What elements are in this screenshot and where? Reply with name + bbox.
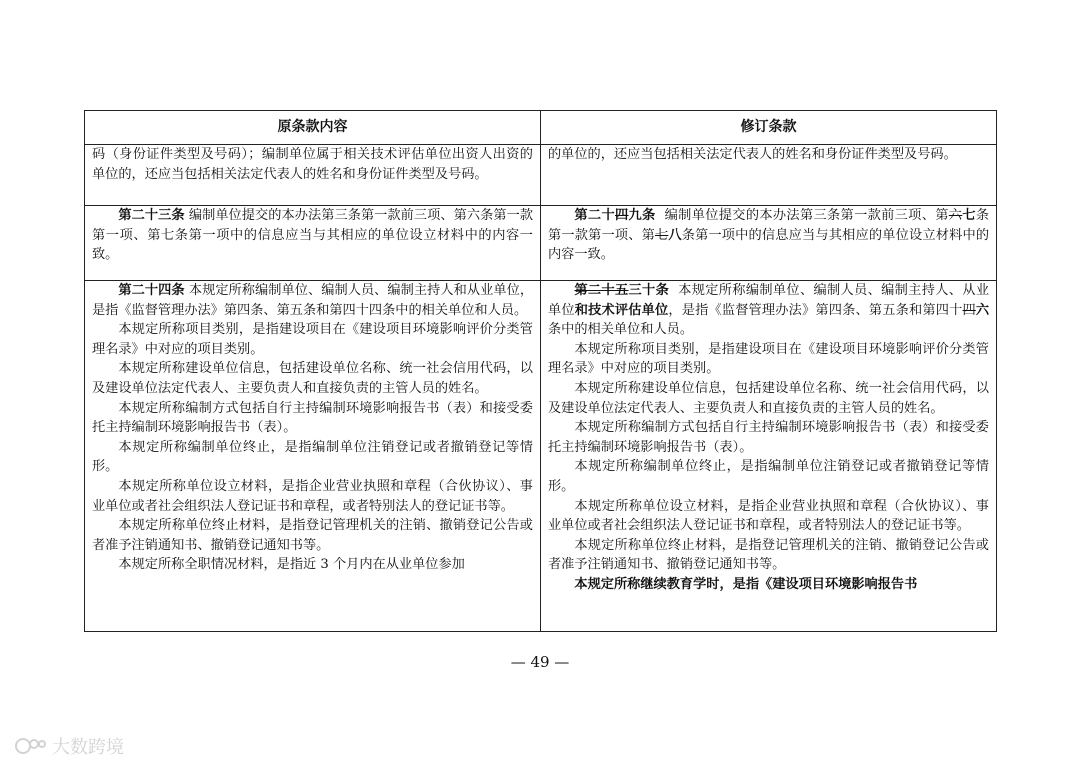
- row3-right-cell: [541, 281, 997, 632]
- article-30-title: [574, 283, 669, 298]
- watermark: [14, 733, 124, 759]
- row1-right-cell: [541, 145, 997, 206]
- article-30-p4: 本规定所称编制方式包括自行主持编制环境影响报告书（表）和接受委托主持编制环境影响报告书（表）。: [548, 420, 989, 455]
- inserted-text: 七: [962, 208, 976, 223]
- article-23-text: 编制单位提交的本办法第三条第一款前三项、第六条第一款第一项、第七条第一项中的信息应当与其相应的单位设立材料中的内容一致。: [92, 208, 534, 263]
- article-30-p7: 本规定所称单位终止材料，是指登记管理机关的注销、撤销登记公告或者准予注销通知书、撤销登记通知书等。: [548, 537, 989, 573]
- col-header-revised: 修订条款: [541, 111, 997, 145]
- article-29-paragraph: [548, 206, 989, 265]
- deleted-text: 六: [948, 208, 963, 223]
- article-30-p6: 本规定所称单位设立材料，是指企业营业执照和章程（合伙协议）、事业单位或者社会组织法人登记证书和章程，或者特别法人的登记证书等。: [548, 498, 989, 534]
- title-prefix: 第二十: [574, 208, 615, 223]
- article-29-text-a: 编制单位提交的本办法第三条第一款前三项、第: [664, 208, 949, 223]
- article-23-paragraph: [92, 206, 533, 265]
- article-23-title: 第二十三条: [118, 208, 185, 223]
- row1-left-text: 码（身份证件类型及号码）；编制单位属于相关技术评估单位出资人出资的单位的，还应当包括相关法定代表人的姓名和身份证件类型及号码。: [92, 147, 533, 182]
- inserted-text: 和技术评估单位: [574, 302, 669, 318]
- article-24-p1: [92, 281, 533, 320]
- article-30-p8: [548, 575, 989, 595]
- article-30-p1-text-a: 本规定所称编制单位、编制人员、编制主持人、从业单位: [548, 283, 990, 318]
- article-30-p1-text-c: 条中的相关单位和人员。: [548, 322, 694, 338]
- article-24-p3: 本规定所称建设单位信息，包括建设单位名称、统一社会信用代码，以及建设单位法定代表人、主要负责人和直接负责的主管人员的姓名。: [92, 361, 533, 396]
- article-29-title: [574, 208, 655, 223]
- col-header-original: 原条款内容: [85, 111, 541, 145]
- article-24-p1-text: 本规定所称编制单位、编制人员、编制主持人和从业单位，是指《监督管理办法》第四条、第五条和第四十四条中的相关单位和人员。: [92, 283, 534, 318]
- article-24-p7: 本规定所称单位终止材料，是指登记管理机关的注销、撤销登记公告或者准予注销通知书、撤销登记通知书等。: [92, 518, 533, 553]
- inserted-text: 本规定所称继续教育学时，是指《建设项目环境影响报告书: [574, 576, 918, 592]
- watermark-text: 大数跨境: [52, 737, 124, 758]
- article-30-p1-text-b: ，是指《监督管理办法》第四条、第五条和第四十: [668, 302, 963, 318]
- article-30-p5: 本规定所称编制单位终止，是指编制单位注销登记或者撤销登记等情形。: [548, 459, 989, 494]
- row1-right-text: 的单位的，还应当包括相关法定代表人的姓名和身份证件类型及号码。: [548, 147, 957, 162]
- article-24-p6: 本规定所称单位设立材料，是指企业营业执照和章程（合伙协议）、事业单位或者社会组织法人登记证书和章程，或者特别法人的登记证书等。: [92, 478, 533, 514]
- row2-left-cell: [85, 206, 541, 281]
- article-24-p2: 本规定所称项目类别，是指建设项目在《建设项目环境影响评价分类管理名录》中对应的项目类别。: [92, 322, 533, 357]
- comparison-table: [84, 110, 997, 632]
- inserted-text: 八: [668, 227, 682, 243]
- inserted-text: 六: [975, 302, 990, 318]
- inserted-text: 三十条: [628, 283, 670, 298]
- deleted-text: 第二十五: [574, 283, 629, 298]
- row1-left-cell: [85, 145, 541, 206]
- article-24-p4: 本规定所称编制方式包括自行主持编制环境影响报告书（表）和接受委托主持编制环境影响报告书（表）。: [92, 400, 533, 436]
- article-30-p3: 本规定所称建设单位信息，包括建设单位名称、统一社会信用代码，以及建设单位法定代表人、主要负责人和直接负责的主管人员的姓名。: [548, 380, 989, 416]
- deleted-text: 四: [614, 208, 629, 223]
- row3-left-cell: [85, 281, 541, 632]
- page-number: — 49 —: [510, 653, 570, 671]
- article-30-p1: [548, 281, 989, 340]
- deleted-text: 七: [654, 227, 669, 243]
- article-29-text-c: 条第一项中的信息应当与其相应的单位设立材料中的内容一致。: [548, 227, 990, 263]
- logo-icon: [14, 736, 48, 756]
- article-24-title: 第二十四条: [118, 283, 185, 298]
- row2-right-cell: [541, 206, 997, 281]
- article-29-text-b: 条第一款第一项、第: [548, 208, 990, 243]
- deleted-text: 四: [962, 302, 976, 318]
- title-suffix: 九条: [628, 208, 656, 223]
- article-24-p5: 本规定所称编制单位终止，是指编制单位注销登记或者撤销登记等情形。: [92, 439, 533, 475]
- article-30-p2: 本规定所称项目类别，是指建设项目在《建设项目环境影响评价分类管理名录》中对应的项目类别。: [548, 341, 989, 377]
- article-24-p8: 本规定所称全职情况材料，是指近 3 个月内在从业单位参加: [118, 557, 465, 573]
